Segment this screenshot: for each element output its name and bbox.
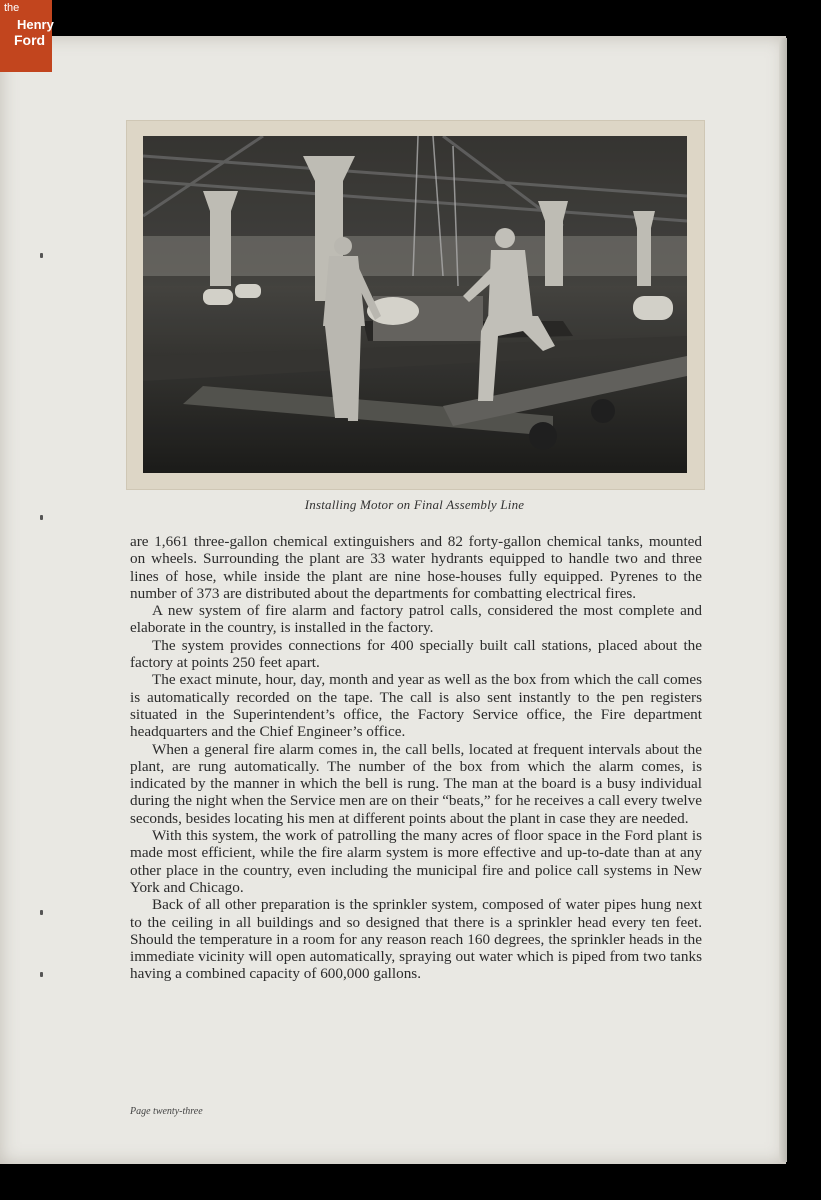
assembly-line-photo [143, 136, 687, 473]
henry-ford-logo[interactable] [0, 0, 52, 72]
photo-caption: Installing Motor on Final Assembly Line [304, 497, 525, 512]
gutter-mark [40, 515, 43, 520]
paragraph: are 1,661 three-gallon chemical extinguishers and 82 forty-gallon chemical tanks, mounted on wheels. Surrounding the plant are 33 water hydrants equipped to handle two and three lines of hose, while inside the plant are nine hose-houses fully equipped. Pyrenes to the number of 373 are distributed about the departments for combatting electrical fires. [130, 533, 702, 602]
logo-the: the [4, 2, 20, 14]
paragraph: The system provides connections for 400 specially built call stations, placed about the factory at points 250 feet apart. [130, 636, 702, 672]
paragraph: When a general fire alarm comes in, the call bells, located at frequent intervals about the plant, are rung automatically. The number of the box from which the alarm comes, is indicated by the manner in which the bell is rung. The man at the board is a busy individual during the night when the Service men are on their “beats,” for he receives a call every twelve seconds, besides locating his men at different points about the plant in case they are needed. [130, 740, 702, 827]
logo-henry: Henry [17, 17, 54, 32]
gutter-mark [40, 253, 43, 258]
paragraph: The exact minute, hour, day, month and year as well as the box from which the call comes is automatically recorded on the tape. The call is also sent instantly to the pen registers situated in the Superintendent’s office, the Factory Service office, the Fire department headquarters and the Chief Engineer’s office. [130, 671, 702, 741]
paragraph: A new system of fire alarm and factory patrol calls, considered the most complete and elaborate in the country, is installed in the factory. [130, 602, 702, 637]
paragraph: With this system, the work of patrolling the many acres of floor space in the Ford plant is made most efficient, while the fire alarm system is more effective and up-to-date than at any other place in the country, even including the municipal fire and police call systems in New York and Chicago. [130, 827, 702, 896]
assembly-line-illustration [143, 136, 687, 473]
page-edge [779, 38, 787, 1162]
body-text [130, 533, 702, 983]
gutter-mark [40, 910, 43, 915]
gutter-mark [40, 972, 43, 977]
logo-ford: Ford [14, 32, 46, 48]
paragraph: Back of all other preparation is the sprinkler system, composed of water pipes hung next to the ceiling in all buildings and so designed that there is a sprinkler head every ten feet. Should the temperature in a room for any reason reach 160 degrees, the sprinkler heads in the immediate vicinity will open automatically, spraying out water which is piped from two tanks having a combined capacity of 600,000 gallons. [130, 896, 702, 983]
page-number: Page twenty-three [130, 1106, 203, 1117]
